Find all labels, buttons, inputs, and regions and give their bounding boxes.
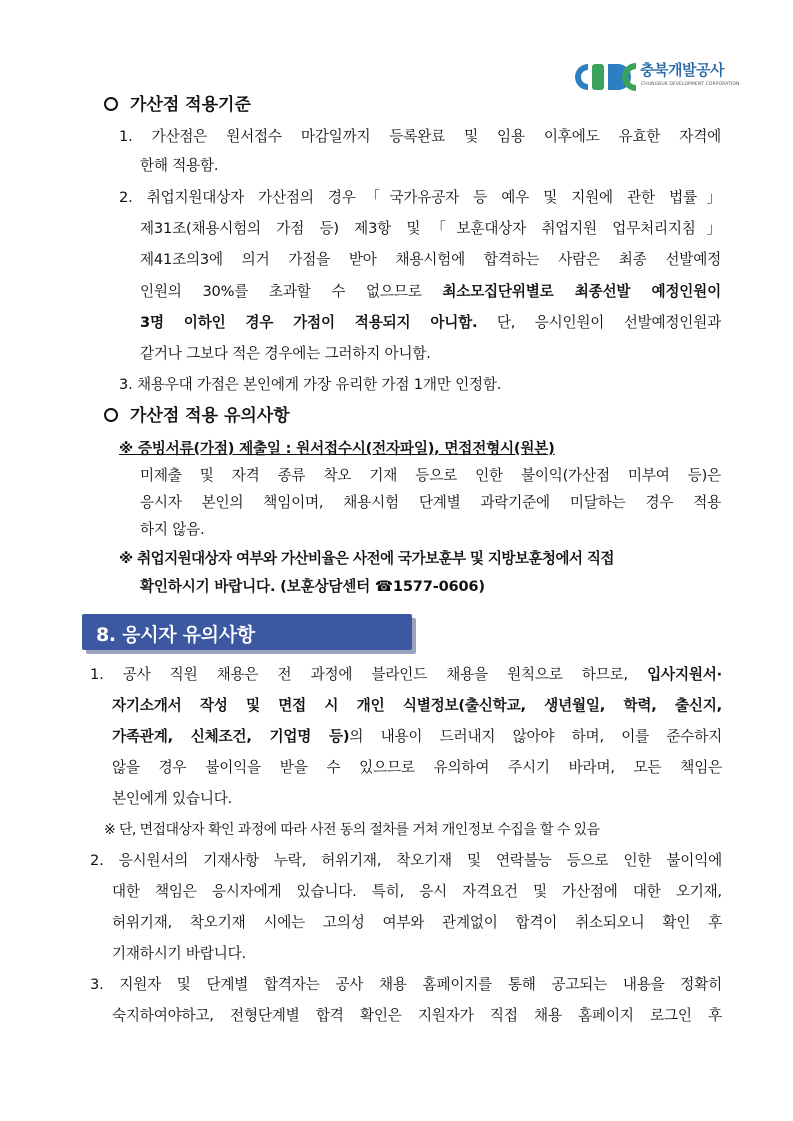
criteria-line-7-bold: 3명 이하인 경우 가점이 적용되지 아니함. (140, 314, 478, 331)
notes-line-2: 자기소개서 작성 및 면접 시 개인 식별정보(출신학교, 생년월일, 학력, 출신지, (112, 697, 722, 714)
criteria-line-6-normal: 인원의 30%를 초과할 수 없으므로 (140, 283, 443, 300)
notes-line-1-bold: 입사지원서· (647, 666, 722, 683)
criteria-line-9: 3. 채용우대 가점은 본인에게 가장 유리한 가점 1개만 인정함. (119, 376, 502, 393)
circle-bullet-icon (104, 97, 118, 111)
criteria-line-2: 한해 적용함. (140, 157, 219, 174)
notes-line-8: 대한 책임은 응시자에게 있습니다. 특히, 응시 자격요건 및 가산점에 대한 오기재, (112, 883, 722, 900)
notes-line-3-bold: 가족관계, 신체조건, 기업명 등) (112, 728, 350, 745)
notes-line-5: 본인에게 있습니다. (112, 790, 233, 807)
notes-line-11: 3. 지원자 및 단계별 합격자는 공사 채용 홈페이지를 통해 공고되는 내용을 정확히 (90, 976, 722, 993)
notes-line-1 (90, 665, 722, 685)
criteria-line-8: 같거나 그보다 적은 경우에는 그러하지 아니함. (140, 345, 431, 362)
notes-line-9: 허위기재, 착오기재 시에는 고의성 여부와 관계없이 합격이 취소되오니 확인 후 (112, 914, 722, 931)
criteria-line-7-normal: 단, 응시인원이 선발예정인원과 (477, 314, 721, 331)
criteria-line-4: 제31조(채용시험의 가점 등) 제3항 및「보훈대상자 취업지원 업무처리지침」 (140, 220, 721, 237)
section-banner-applicant-notes (82, 614, 412, 650)
notes-line-3 (112, 727, 722, 747)
notes-line-7: 2. 응시원서의 기재사항 누락, 허위기재, 착오기재 및 연락불능 등으로 인한 불이익에 (90, 852, 722, 869)
notes-line-1-normal: 1. 공사 직원 채용은 전 과정에 블라인드 채용을 원칙으로 하므로, (90, 666, 648, 683)
circle-bullet-icon (104, 408, 118, 422)
note-line-1: 미제출 및 자격 종류 착오 기재 등으로 인한 불이익(가산점 미부여 등)은 (140, 467, 721, 484)
note-submission-date: ※ 증빙서류(가점) 제출일 : 원서접수시(전자파일), 면접전형시(원본) (119, 440, 555, 457)
note-line-3: 하지 않음. (140, 521, 205, 538)
section-heading-bonus-notes (104, 406, 290, 426)
notes-line-10: 기재하시기 바랍니다. (112, 945, 246, 962)
notes-line-3-normal: 의 내용이 드러내지 않아야 하며, 이를 준수하지 (349, 728, 722, 745)
criteria-line-6 (140, 282, 721, 302)
notes-line-12: 숙지하여야하고, 전형단계별 합격 확인은 지원자가 직접 채용 홈페이지 로그인 후 (112, 1007, 722, 1024)
section-heading-bonus-criteria (104, 95, 251, 115)
criteria-line-3: 2. 취업지원대상자 가산점의 경우「국가유공자 등 예우 및 지원에 관한 법률」 (119, 189, 721, 206)
logo-text: 충북개발공사 (640, 61, 724, 79)
note-veterans-line-1: ※ 취업지원대상자 여부와 가산비율은 사전에 국가보훈부 및 지방보훈청에서 직접 (119, 550, 614, 567)
notes-privacy-note: ※ 단, 면접대상자 확인 과정에 따라 사전 동의 절차를 거쳐 개인정보 수집을 할 수 있음 (104, 822, 600, 838)
criteria-line-7 (140, 313, 721, 333)
criteria-line-5: 제41조의3에 의거 가점을 받아 채용시험에 합격하는 사람은 최종 선발예정 (140, 251, 721, 268)
notes-line-4: 않을 경우 불이익을 받을 수 있으므로 유의하여 주시기 바라며, 모든 책임은 (112, 759, 722, 776)
criteria-line-1: 1. 가산점은 원서접수 마감일까지 등록완료 및 임용 이후에도 유효한 자격에 (119, 128, 721, 145)
banner-text: 8. 응시자 유의사항 (96, 624, 255, 646)
criteria-line-6-bold: 최소모집단위별로 최종선발 예정인원이 (442, 283, 721, 300)
note-line-2: 응시자 본인의 책임이며, 채용시험 단계별 과락기준에 미달하는 경우 적용 (140, 494, 721, 511)
note-veterans-line-2: 확인하시기 바랍니다. (보훈상담센터 ☎1577-0606) (140, 578, 485, 595)
heading-text: 가산점 적용기준 (130, 95, 251, 115)
heading-text: 가산점 적용 유의사항 (130, 406, 290, 426)
logo-subtext: CHUNGBUK DEVELOPMENT CORPORATION (641, 82, 740, 87)
